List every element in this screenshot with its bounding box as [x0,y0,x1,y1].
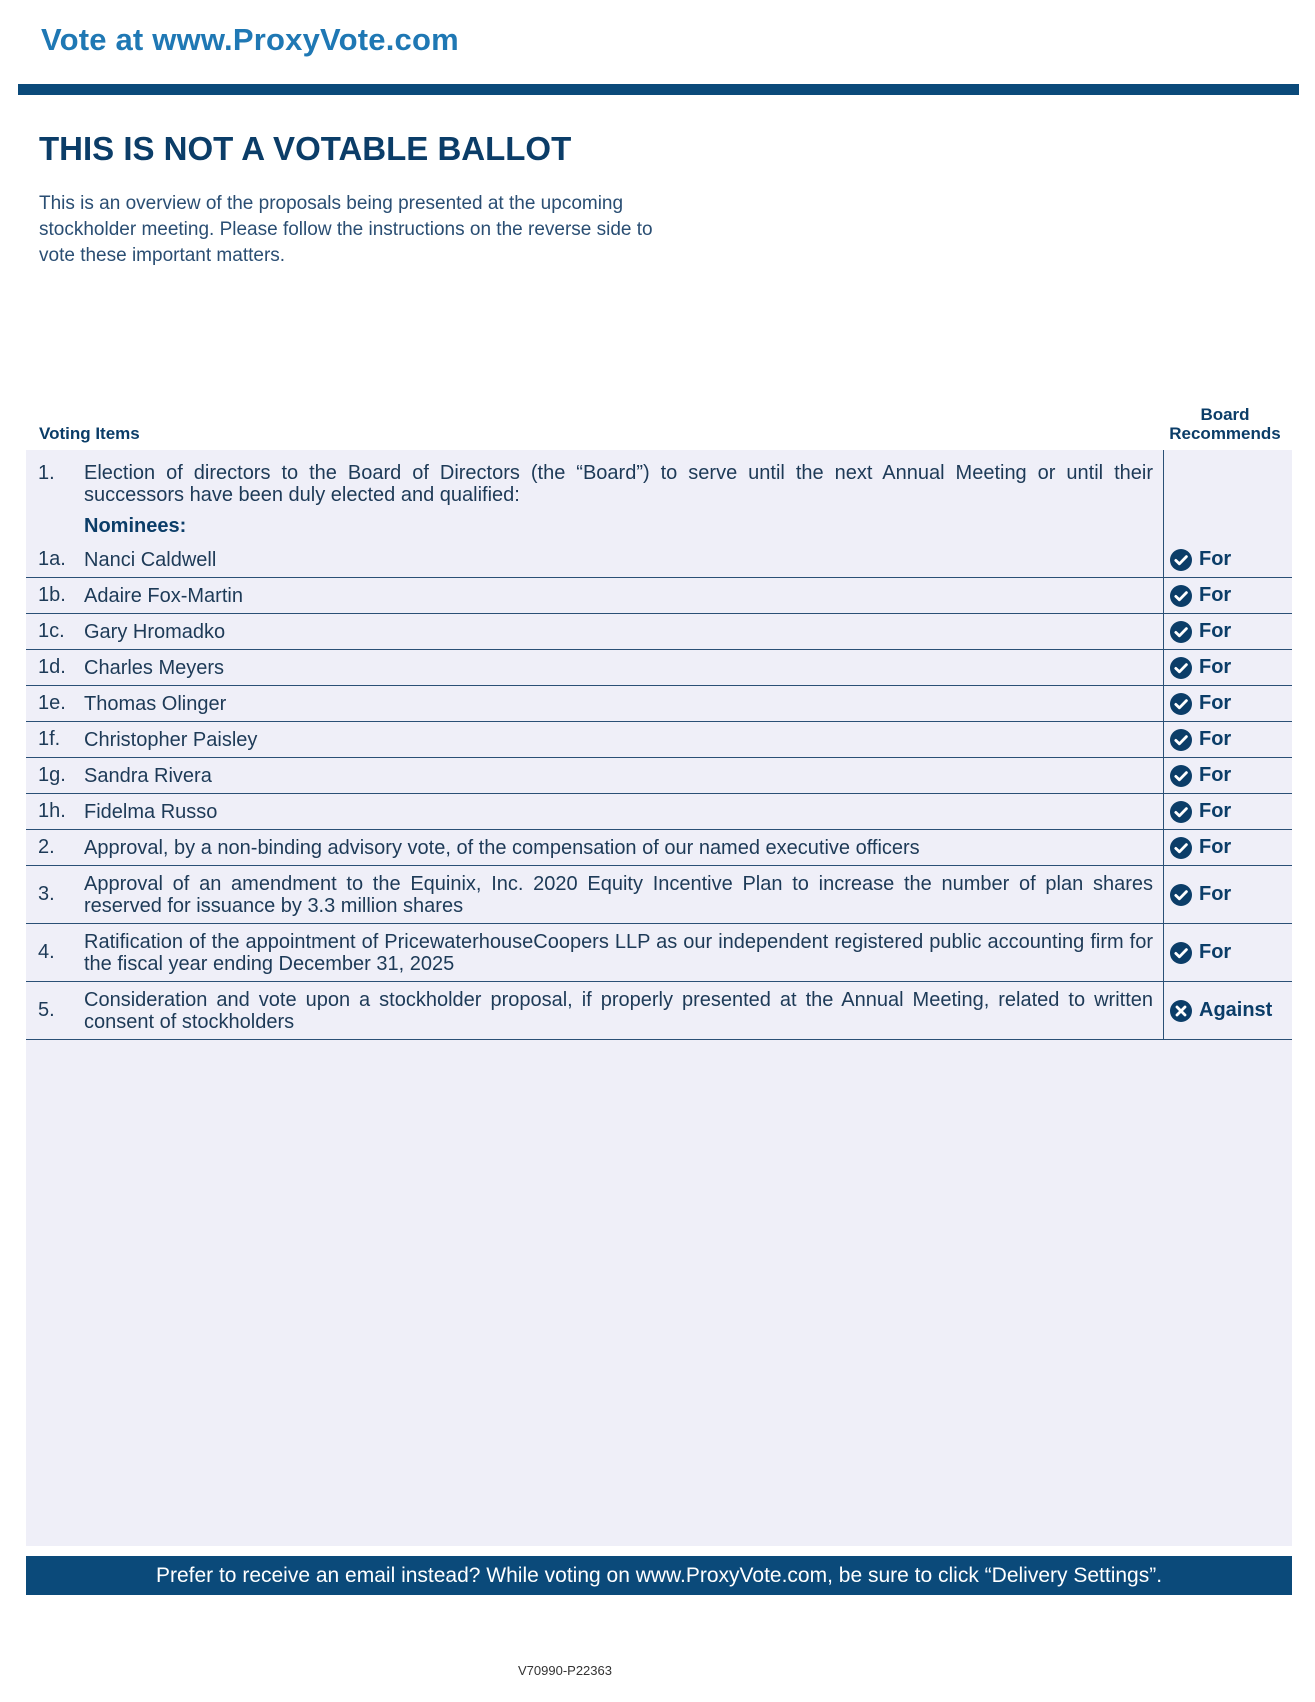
check-circle-icon [1169,692,1199,716]
rec-cell [1163,578,1292,613]
nominee-name: Fidelma Russo [84,800,218,823]
nominee-row [26,650,1292,686]
rec-cell [1163,722,1292,757]
recommendation-label: For [1199,883,1232,905]
item-number: 1h. [38,800,66,822]
header-rule [18,84,1299,95]
item-text: Election of directors to the Board of Directors (the “Board”) to serve until the next Annual Meeting or until their successors have been duly elected and qualified: [84,462,1153,506]
rec-cell [1163,650,1292,685]
item-number: 1b. [38,584,66,606]
recommendation [1169,728,1231,752]
board-recommends-header [1163,405,1287,443]
recommendation-label: For [1199,584,1232,606]
rec-cell [1163,758,1292,793]
proposal-row [26,982,1292,1040]
item-number: 1a. [38,548,66,570]
proposal-row [26,830,1292,866]
nominee-name: Adaire Fox-Martin [84,584,243,607]
recommendation-label: Against [1199,999,1273,1021]
nominee-list [26,542,1292,830]
recommendation [1169,548,1231,572]
check-circle-icon [1169,728,1199,752]
nominee-row [26,578,1292,614]
proposal-text: Approval, by a non-binding advisory vote, of the compensation of our named executive officers [84,836,920,859]
recommendation-label: For [1199,620,1232,642]
recommendation [1169,764,1231,788]
item-number: 3. [38,883,55,905]
rec-cell [1163,866,1292,923]
check-circle-icon [1169,620,1199,644]
proposal-text: Consideration and vote upon a stockholder proposal, if properly presented at the Annual Meeting, related to written consent of stockholders [84,988,1153,1033]
item-number: 1c. [38,620,65,642]
nominee-name: Gary Hromadko [84,620,226,643]
item-number: 1g. [38,764,66,786]
item-number: 1. [38,462,55,484]
recommendation [1169,883,1231,907]
page-title: THIS IS NOT A VOTABLE BALLOT [39,130,572,167]
recommendation [1169,836,1231,860]
voting-items-panel [26,450,1292,1546]
rec-cell [1163,794,1292,829]
check-circle-icon [1169,800,1199,824]
nominees-label-row [26,510,1292,542]
item-number: 1f. [38,728,61,750]
recommendation [1169,692,1231,716]
nominees-label: Nominees: [84,514,187,537]
proxyvote-link[interactable]: Vote at www.ProxyVote.com [41,22,459,57]
voting-items-header: Voting Items [39,424,140,443]
recommendation [1169,941,1231,965]
proposal-text: Ratification of the appointment of PricewaterhouseCoopers LLP as our independent registered public accounting firm for the fiscal year ending December 31, 2025 [84,930,1153,975]
rec-cell [1163,830,1292,865]
item-number: 4. [38,941,55,963]
check-circle-icon [1169,548,1199,572]
recommendation [1169,656,1231,680]
recommendation [1169,620,1231,644]
nominee-row [26,686,1292,722]
x-circle-icon [1169,999,1199,1023]
footer-banner: Prefer to receive an email instead? While voting on www.ProxyVote.com, be sure to click “Delivery Settings”. [26,1556,1292,1595]
nominee-name: Christopher Paisley [84,728,258,751]
recommendation-label: For [1199,728,1232,750]
nominee-name: Sandra Rivera [84,764,212,787]
board-recommends-line1: Board [1200,405,1250,424]
intro-text: This is an overview of the proposals being presented at the upcoming stockholder meeting. Please follow the instructions on the reverse side to vote these important matters. [39,193,653,266]
proposal-row [26,924,1292,982]
voting-items-table [26,450,1292,1040]
recommendation [1169,800,1231,824]
proposal-list [26,830,1292,1040]
recommendation [1169,999,1272,1023]
rec-cell [1163,924,1292,981]
nominee-row [26,542,1292,578]
item-number: 2. [38,836,55,858]
rec-cell [1163,686,1292,721]
check-circle-icon [1169,656,1199,680]
document-code: V70990-P22363 [518,1663,612,1678]
recommendation-label: For [1199,941,1232,963]
nominee-name: Nanci Caldwell [84,548,217,571]
recommendation-label: For [1199,800,1232,822]
recommendation-label: For [1199,656,1232,678]
nominee-row [26,794,1292,830]
nominee-name: Charles Meyers [84,656,225,679]
recommendation-label: For [1199,764,1232,786]
proposal-row [26,866,1292,924]
recommendation-label: For [1199,692,1232,714]
recommendation-label: For [1199,836,1232,858]
check-circle-icon [1169,941,1199,965]
item-number: 1e. [38,692,66,714]
item-number: 5. [38,999,55,1021]
item-number: 1d. [38,656,66,678]
nominee-row [26,758,1292,794]
rec-cell [1163,450,1292,510]
rec-cell [1163,542,1292,577]
check-circle-icon [1169,883,1199,907]
rec-cell [1163,982,1292,1039]
item-1-row [26,450,1292,510]
nominee-row [26,614,1292,650]
proposal-text: Approval of an amendment to the Equinix, Inc. 2020 Equity Incentive Plan to increase the number of plan shares reserved for issuance by 3.3 million shares [84,872,1153,917]
recommendation [1169,584,1231,608]
board-recommends-line2: Recommends [1169,424,1281,443]
check-circle-icon [1169,584,1199,608]
check-circle-icon [1169,764,1199,788]
rec-cell [1163,510,1292,542]
nominee-name: Thomas Olinger [84,692,227,715]
nominee-row [26,722,1292,758]
check-circle-icon [1169,836,1199,860]
recommendation-label: For [1199,548,1232,570]
rec-cell [1163,614,1292,649]
